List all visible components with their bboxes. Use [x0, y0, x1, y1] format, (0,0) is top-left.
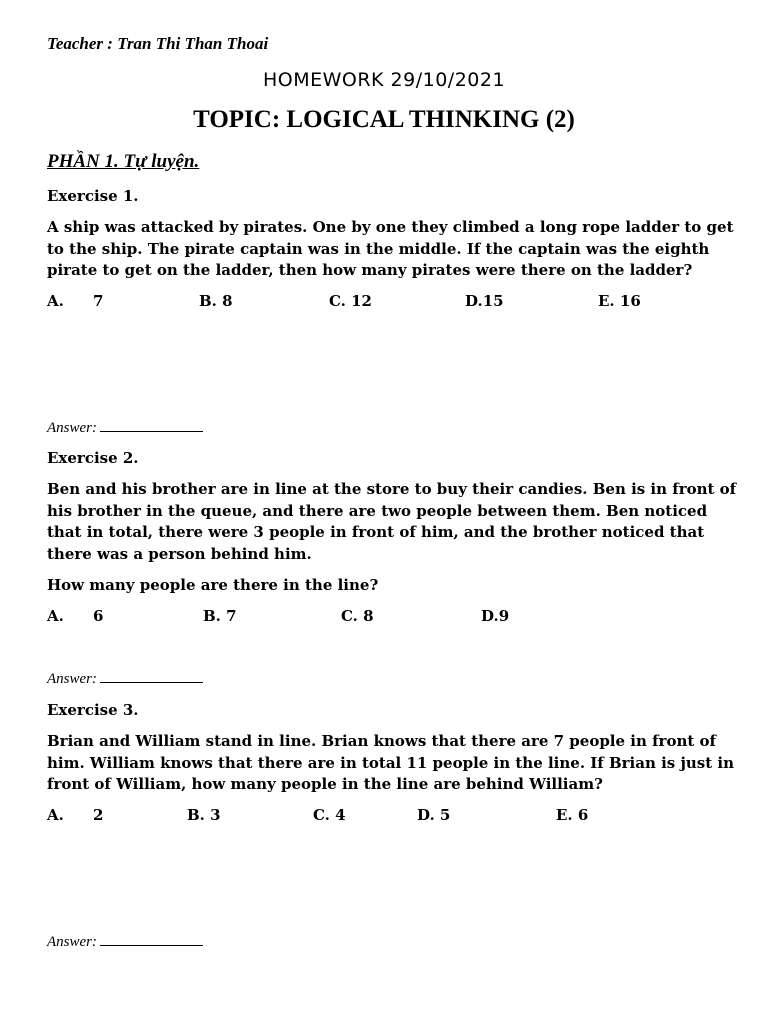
- part-heading: PHẦN 1. Tự luyện.: [47, 151, 200, 172]
- exercise-1-line: to the ship. The pirate captain was in the middle. If the captain was the eighth: [47, 239, 710, 258]
- exercise-1-option-e: E. 16: [598, 292, 641, 310]
- exercise-3-option-a-value: 2: [93, 806, 104, 824]
- exercise-3-answer: [47, 932, 203, 951]
- exercise-2-option-c: C. 8: [341, 607, 374, 625]
- exercise-2-answer: [47, 669, 203, 688]
- exercise-2-line: there was a person behind him.: [47, 544, 312, 563]
- exercise-3-line: him. William knows that there are in total 11 people in the line. If Brian is just in: [47, 753, 734, 772]
- answer-label: Answer:: [47, 934, 97, 950]
- answer-blank[interactable]: [100, 418, 203, 432]
- exercise-3-line: front of William, how many people in the line are behind William?: [47, 775, 603, 793]
- exercise-1-title: Exercise 1.: [47, 187, 139, 205]
- exercise-1-option-d: D.15: [465, 292, 504, 310]
- exercise-2-question: How many people are there in the line?: [47, 576, 379, 594]
- exercise-1-option-c: C. 12: [329, 292, 372, 310]
- exercise-3-option-b: B. 3: [187, 806, 221, 824]
- topic-title: TOPIC: LOGICAL THINKING (2): [193, 106, 575, 133]
- answer-label: Answer:: [47, 671, 97, 687]
- exercise-2-text: [47, 479, 737, 565]
- exercise-2-option-a-letter: A.: [47, 607, 64, 625]
- exercise-3-option-c: C. 4: [313, 806, 346, 824]
- exercise-1-line: A ship was attacked by pirates. One by one they climbed a long rope ladder to get: [47, 218, 734, 236]
- exercise-1-line: pirate to get on the ladder, then how many pirates were there on the ladder?: [47, 261, 693, 279]
- answer-label: Answer:: [47, 420, 97, 436]
- exercise-2-title: Exercise 2.: [47, 449, 139, 467]
- exercise-1-option-a-value: 7: [93, 292, 104, 310]
- exercise-2-option-a-value: 6: [93, 607, 104, 625]
- homework-date: HOMEWORK 29/10/2021: [262, 69, 506, 91]
- exercise-2-line: his brother in the queue, and there are two people between them. Ben noticed: [47, 501, 708, 520]
- exercise-3-option-d: D. 5: [417, 806, 451, 824]
- answer-blank[interactable]: [100, 669, 203, 683]
- exercise-2-option-b: B. 7: [203, 607, 237, 625]
- exercise-3-title: Exercise 3.: [47, 701, 139, 719]
- exercise-3-text: [47, 731, 737, 796]
- teacher-name: Teacher : Tran Thi Than Thoai: [47, 34, 269, 53]
- exercise-2-line: Ben and his brother are in line at the store to buy their candies. Ben is in front of: [47, 480, 737, 498]
- exercise-1-answer: [47, 418, 203, 437]
- exercise-3-line: Brian and William stand in line. Brian knows that there are 7 people in front of: [47, 732, 716, 750]
- exercise-2-option-d: D.9: [481, 607, 510, 625]
- answer-blank[interactable]: [100, 932, 203, 946]
- exercise-2-line: that in total, there were 3 people in front of him, and the brother noticed that: [47, 523, 705, 541]
- exercise-1-option-a-letter: A.: [47, 292, 64, 310]
- exercise-3-option-a-letter: A.: [47, 806, 64, 824]
- exercise-3-option-e: E. 6: [556, 806, 589, 824]
- exercise-1-option-b: B. 8: [199, 292, 233, 310]
- exercise-1-text: [47, 217, 737, 282]
